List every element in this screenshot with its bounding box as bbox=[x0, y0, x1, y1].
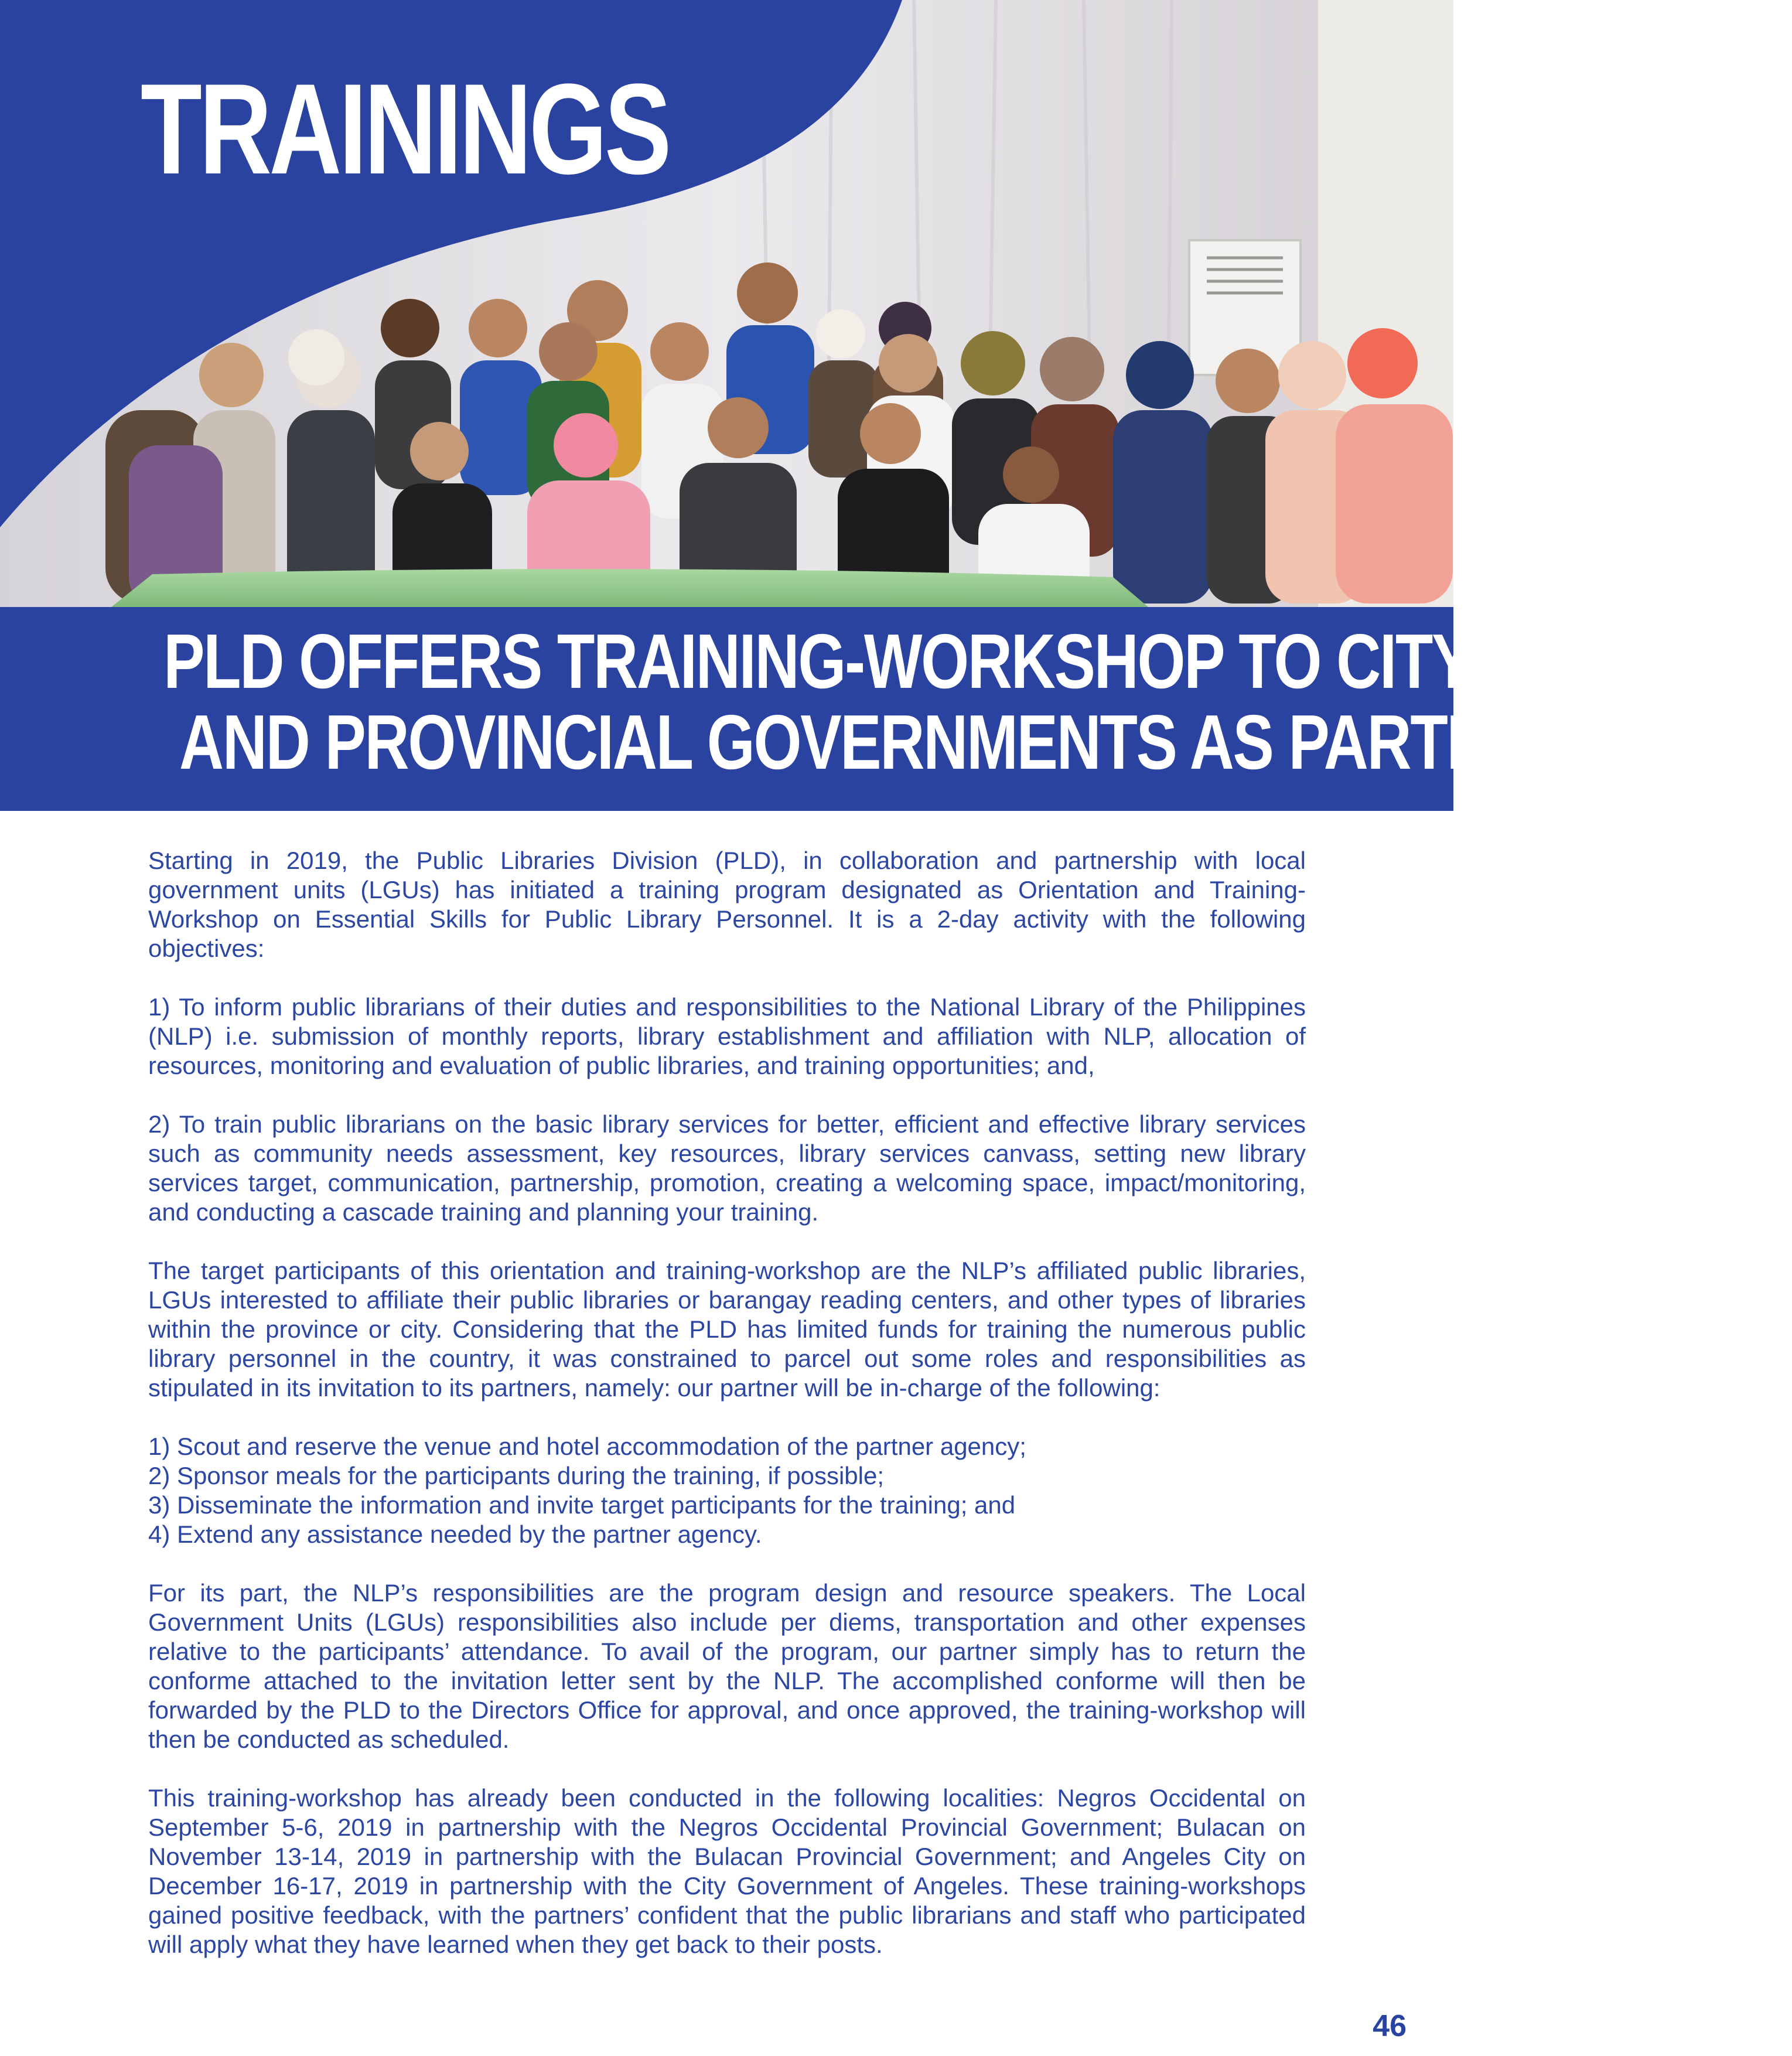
list-item: 1) Scout and reserve the venue and hotel accommodation of the partner agency; bbox=[148, 1433, 1026, 1460]
objective-2-paragraph: 2) To train public librarians on the basic library services for better, efficient and effective library services such as community needs assessment, key resources, library services canvass, setting new library services target, communication, partnership, promotion, creating a welcoming space, impact/monitoring, and conducting a cascade training and planning your training. bbox=[148, 1110, 1306, 1226]
objective-1-paragraph: 1) To inform public librarians of their duties and responsibilities to the National Library of the Philippines (NLP) i.e. submission of monthly reports, library establishment and affiliation with NLP, allocation of resources, monitoring and evaluation of public libraries, and training opportunities; and, bbox=[148, 993, 1306, 1079]
article-body bbox=[148, 846, 1306, 1989]
headline-line-2: AND PROVINCIAL GOVERNMENTS AS PARTNERS bbox=[179, 699, 1613, 785]
intro-paragraph: Starting in 2019, the Public Libraries Division (PLD), in collaboration and partnership with local government units (LGUs) has initiated a training program designated as Orientation and Training-Workshop on Essential Skills for Public Library Personnel. It is a 2-day activity with the following objectives: bbox=[148, 847, 1306, 962]
page-number: 46 bbox=[1373, 2009, 1407, 2043]
list-item: 4) Extend any assistance needed by the partner agency. bbox=[148, 1520, 762, 1548]
article-headline bbox=[0, 618, 1613, 785]
responsibilities-paragraph: For its part, the NLP’s responsibilities are the program design and resource speakers. The Local Government Units (LGUs) responsibilities also include per diems, transportation and other expenses relative to the participants’ attendance. To avail of the program, our partner simply has to return the conforme attached to the invitation letter sent by the NLP. The accomplished conforme will then be forwarded by the PLD to the Directors Office for approval, and once approved, the training-workshop will then be conducted as scheduled. bbox=[148, 1579, 1306, 1753]
list-item: 2) Sponsor meals for the participants during the training, if possible; bbox=[148, 1462, 885, 1489]
conducted-paragraph: This training-workshop has already been conducted in the following localities: Negros Occidental on September 5-6, 2019 in partnership with the Negros Occidental Provincial Government; Bulacan on November 13-14, 2019 in partnership with the Bulacan Provincial Government; and Angeles City on December 16-17, 2019 in partnership with the City Government of Angeles. These training-workshops gained positive feedback, with the partners’ confident that the public librarians and staff who participated will apply what they have learned when they get back to their posts. bbox=[148, 1784, 1306, 1958]
section-title: TRAININGS bbox=[141, 57, 669, 201]
headline-line-1: PLD OFFERS TRAINING-WORKSHOP TO CITY bbox=[163, 618, 1472, 704]
hero-photo bbox=[0, 0, 1453, 607]
participants-paragraph: The target participants of this orientation and training-workshop are the NLP’s affiliated public libraries, LGUs interested to affiliate their public libraries or barangay reading centers, and other types of libraries within the province or city. Considering that the PLD has limited funds for training the numerous public library personnel in the country, it was constrained to parcel out some roles and responsibilities as stipulated in its invitation to its partners, namely: our partner will be in-charge of the following: bbox=[148, 1257, 1306, 1402]
partner-responsibilities-list bbox=[148, 1432, 1306, 1549]
list-item: 3) Disseminate the information and invite target participants for the training; and bbox=[148, 1491, 1016, 1519]
